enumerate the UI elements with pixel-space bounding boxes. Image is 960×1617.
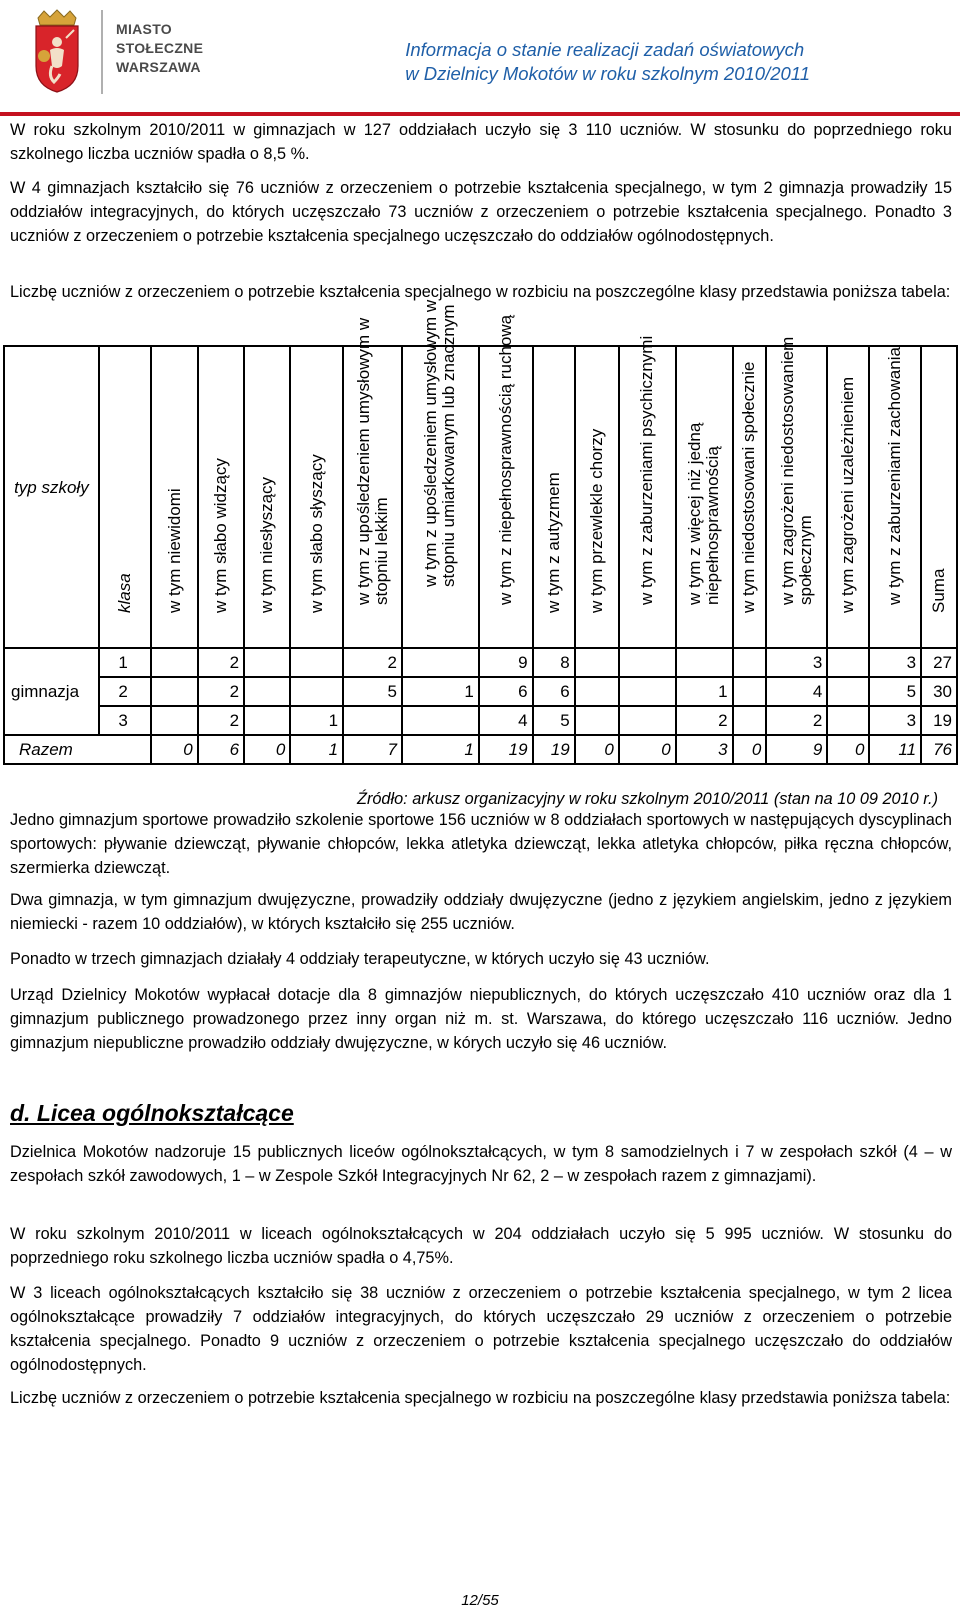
value-cell xyxy=(676,648,733,677)
school-type-label: typ szkoły xyxy=(14,478,89,497)
table-row xyxy=(4,677,957,706)
value-cell: 30 xyxy=(921,677,957,706)
value-cell xyxy=(244,706,290,735)
value-cell: 5 xyxy=(869,677,921,706)
value-cell xyxy=(151,706,197,735)
value-cell xyxy=(402,648,479,677)
header-cell xyxy=(402,299,479,648)
total-value-cell: 9 xyxy=(766,735,827,764)
total-value-cell: 0 xyxy=(619,735,676,764)
value-cell xyxy=(619,706,676,735)
header-cell xyxy=(766,336,827,648)
document-title-line: Informacja o stanie realizacji zadań oświatowych xyxy=(405,39,805,60)
value-cell xyxy=(827,648,869,677)
total-value-cell: 0 xyxy=(244,735,290,764)
value-cell: 2 xyxy=(766,706,827,735)
paragraph xyxy=(10,888,952,936)
value-cell xyxy=(827,706,869,735)
value-cell xyxy=(733,706,767,735)
value-cell xyxy=(151,648,197,677)
paragraph xyxy=(10,176,952,248)
value-cell xyxy=(402,706,479,735)
header-cell xyxy=(99,346,152,648)
value-cell xyxy=(619,677,676,706)
table-header-row xyxy=(4,346,957,648)
paragraph xyxy=(10,947,952,971)
header-cell xyxy=(343,317,402,648)
class-cell: 3 xyxy=(99,706,152,735)
class-cell: 2 xyxy=(99,677,152,706)
school-type-cell: gimnazja xyxy=(4,648,99,735)
value-cell: 6 xyxy=(479,677,533,706)
header-label: w tym z upośledzeniem umysłowym w stopniu lekkim xyxy=(353,317,391,605)
table-total-row xyxy=(4,735,957,764)
document-title-line: w Dzielnicy Mokotów w roku szkolnym 2010/2011 xyxy=(405,63,810,84)
header-label: w tym zagrożeni uzależnieniem xyxy=(838,376,858,613)
header-cell xyxy=(479,314,533,648)
value-cell xyxy=(343,706,402,735)
value-cell: 2 xyxy=(198,648,244,677)
value-cell: 5 xyxy=(343,677,402,706)
value-cell: 3 xyxy=(869,706,921,735)
total-value-cell: 7 xyxy=(343,735,402,764)
header-cell xyxy=(921,346,957,648)
value-cell xyxy=(290,677,343,706)
header-label: w tym z autyzmem xyxy=(543,472,563,613)
header-cell xyxy=(676,346,733,648)
value-cell: 19 xyxy=(921,706,957,735)
class-cell: 1 xyxy=(99,648,152,677)
header-cell xyxy=(290,346,343,648)
value-cell xyxy=(575,648,619,677)
paragraph-text: W roku szkolnym 2010/2011 w liceach ogólnokształcących w 204 oddziałach uczyło się 5 995 uczniów. W stosunku do poprzedniego roku szkolnego liczba uczniów spadła o 4,75%. xyxy=(10,1225,952,1267)
paragraph-text: Liczbę uczniów z orzeczeniem o potrzebie kształcenia specjalnego w rozbiciu na poszczególne klasy przedstawia poniższa tabela: xyxy=(10,283,951,301)
paragraph-text: Liczbę uczniów z orzeczeniem o potrzebie kształcenia specjalnego w rozbiciu na poszczególne klasy przedstawia poniższa tabela: xyxy=(10,1389,951,1407)
paragraph-text: W roku szkolnym 2010/2011 w gimnazjach w 127 oddziałach uczyło się 3 110 uczniów. W stosunku do poprzedniego roku szkolnego liczba uczniów spadła o 8,5 %. xyxy=(10,121,952,163)
header-label: Suma xyxy=(929,568,949,613)
logo-line: WARSZAWA xyxy=(116,59,201,75)
total-value-cell: 1 xyxy=(402,735,479,764)
section-title: d. Licea ogólnokształcące xyxy=(10,1100,294,1126)
header-cell xyxy=(533,346,575,648)
special-needs-table xyxy=(3,299,958,765)
logo-line: MIASTO xyxy=(116,21,172,37)
paragraph xyxy=(10,1222,952,1270)
header-label: w tym niesłyszący xyxy=(257,476,277,613)
value-cell: 9 xyxy=(479,648,533,677)
total-value-cell: 0 xyxy=(151,735,197,764)
value-cell xyxy=(290,648,343,677)
header-label: w tym z upośledzeniem umysłowym w stopniu umiarkowanym lub znacznym xyxy=(421,299,459,587)
header-label: w tym przewlekle chorzy xyxy=(586,428,606,613)
paragraph xyxy=(10,118,952,166)
paragraph xyxy=(10,983,952,1055)
header-label: w tym z zaburzeniami zachowania xyxy=(885,347,905,605)
value-cell: 4 xyxy=(479,706,533,735)
header-cell xyxy=(869,346,921,648)
total-value-cell: 19 xyxy=(479,735,533,764)
paragraph-text: Jedno gimnazjum sportowe prowadziło szkolenie sportowe 156 uczniów w 8 oddziałach sportowych w następujących dyscyplinach sportowych: pływanie dziewcząt, pływanie chłopców, lekka atletyka dziewcząt, lekka atletyka chłopców, piłka ręczna chłopców, szermierka dziewcząt. xyxy=(10,811,952,877)
paragraph-text: Dwa gimnazja, w tym gimnazjum dwujęzyczne, prowadziły oddziały dwujęzyczne (jedno z językiem angielskim, jedno z językiem niemiecki - razem 10 oddziałów), w których kształciło się 255 uczniów. xyxy=(10,891,952,933)
page-header xyxy=(0,0,960,118)
header-label: w tym z niepełnosprawnością ruchową xyxy=(495,314,515,605)
total-value-cell: 1 xyxy=(290,735,343,764)
header-cell xyxy=(575,346,619,648)
total-value-cell: 0 xyxy=(575,735,619,764)
header-cell xyxy=(827,346,869,648)
value-cell: 27 xyxy=(921,648,957,677)
paragraph-text: Urząd Dzielnicy Mokotów wypłacał dotacje dla 8 gimnazjów niepublicznych, do których uczęszczało 410 uczniów oraz dla 1 gimnazjum publicznego prowadzonego przez inny organ niż m. st. Warszawa, do którego uczęszczało 116 uczniów. Jedno gimnazjum niepubliczne prowadziło oddziały dwujęzyczne, w kórych uczyło się 46 uczniów. xyxy=(10,986,952,1052)
total-value-cell: 0 xyxy=(733,735,767,764)
total-value-cell: 19 xyxy=(533,735,575,764)
header-label: w tym z zaburzeniami psychicznymi xyxy=(637,335,657,605)
table-row xyxy=(4,648,957,677)
value-cell xyxy=(619,648,676,677)
paragraph xyxy=(10,1386,952,1410)
logo-separator xyxy=(101,10,103,94)
header-label: w tym słabo widzący xyxy=(210,458,230,613)
value-cell: 1 xyxy=(290,706,343,735)
value-cell: 2 xyxy=(676,706,733,735)
total-value-cell: 76 xyxy=(921,735,957,764)
logo-line: STOŁECZNE xyxy=(116,40,204,56)
paragraph xyxy=(10,808,952,880)
value-cell: 3 xyxy=(869,648,921,677)
value-cell xyxy=(244,677,290,706)
value-cell xyxy=(575,677,619,706)
header-label: w tym z więcej niż jedną niepełnosprawnością xyxy=(685,422,723,605)
page-number: 12/55 xyxy=(461,1592,499,1609)
table-row xyxy=(4,706,957,735)
paragraph-text: Ponadto w trzech gimnazjach działały 4 oddziały terapeutyczne, w których uczyło się 43 uczniów. xyxy=(10,950,710,968)
value-cell: 2 xyxy=(198,706,244,735)
paragraph-text: W 3 liceach ogólnokształcących kształciło się 38 uczniów z orzeczeniem o potrzebie kształcenia specjalnego, w tym 2 licea ogólnokształcące prowadziły 7 oddziałów integracyjnych, do których uczęszczało 29 uczniów z orzeczeniem o potrzebie kształcenia specjalnego. Ponadto 9 uczniów z orzeczeniem o potrzebie kształcenia specjalnego uczęszczało do oddziałów ogólnodostępnych. xyxy=(10,1284,952,1374)
header-label: w tym niewidomi xyxy=(164,488,184,613)
value-cell: 2 xyxy=(343,648,402,677)
header-label: w tym zagrożeni niedostosowaniem społecznym xyxy=(777,336,815,605)
header-cell xyxy=(733,346,767,648)
header-rule xyxy=(0,112,960,116)
value-cell: 8 xyxy=(533,648,575,677)
value-cell xyxy=(733,677,767,706)
value-cell xyxy=(733,648,767,677)
total-value-cell: 6 xyxy=(198,735,244,764)
paragraph-text: W 4 gimnazjach kształciło się 76 uczniów z orzeczeniem o potrzebie kształcenia specjalnego, w tym 2 gimnazja prowadziły 15 oddziałów integracyjnych, do których uczęszczało 73 uczniów z orzeczeniem o potrzebie kształcenia specjalnego. Ponadto 3 uczniów z orzeczeniem o potrzebie kształcenia specjalnego uczęszczało do oddziałów ogólnodostępnych. xyxy=(10,179,952,245)
total-value-cell: 11 xyxy=(869,735,921,764)
header-label: klasa xyxy=(115,573,135,613)
paragraph xyxy=(10,1140,952,1188)
paragraph xyxy=(10,280,952,304)
value-cell xyxy=(244,648,290,677)
value-cell: 1 xyxy=(402,677,479,706)
header-cell xyxy=(244,346,290,648)
header-cell xyxy=(151,346,197,648)
document-title xyxy=(405,38,810,86)
header-label: w tym słabo słyszący xyxy=(306,454,326,613)
header-label: w tym niedostosowani społecznie xyxy=(739,361,759,613)
value-cell: 4 xyxy=(766,677,827,706)
total-label-cell: Razem xyxy=(4,735,151,764)
header-cell-school-type xyxy=(4,346,99,648)
header-cell xyxy=(198,346,244,648)
table-source-note: Źródło: arkusz organizacyjny w roku szkolnym 2010/2011 (stan na 10 09 2010 r.) xyxy=(357,790,938,808)
paragraph-text: Dzielnica Mokotów nadzoruje 15 publicznych liceów ogólnokształcących, w tym 8 samodzielnych i 7 w zespołach szkół (4 – w zespołach szkół zawodowych, 1 – w Zespole Szkół Integracyjnych Nr 62, 2 – w zespołach razem z gimnazjami). xyxy=(10,1143,952,1185)
warsaw-crest-icon xyxy=(28,8,86,94)
value-cell: 1 xyxy=(676,677,733,706)
total-value-cell: 0 xyxy=(827,735,869,764)
paragraph xyxy=(10,1281,952,1377)
total-value-cell: 3 xyxy=(676,735,733,764)
value-cell: 2 xyxy=(198,677,244,706)
value-cell xyxy=(827,677,869,706)
city-logo-text xyxy=(116,20,203,77)
header-cell xyxy=(619,335,676,648)
value-cell: 6 xyxy=(533,677,575,706)
value-cell xyxy=(575,706,619,735)
value-cell: 5 xyxy=(533,706,575,735)
value-cell: 3 xyxy=(766,648,827,677)
value-cell xyxy=(151,677,197,706)
